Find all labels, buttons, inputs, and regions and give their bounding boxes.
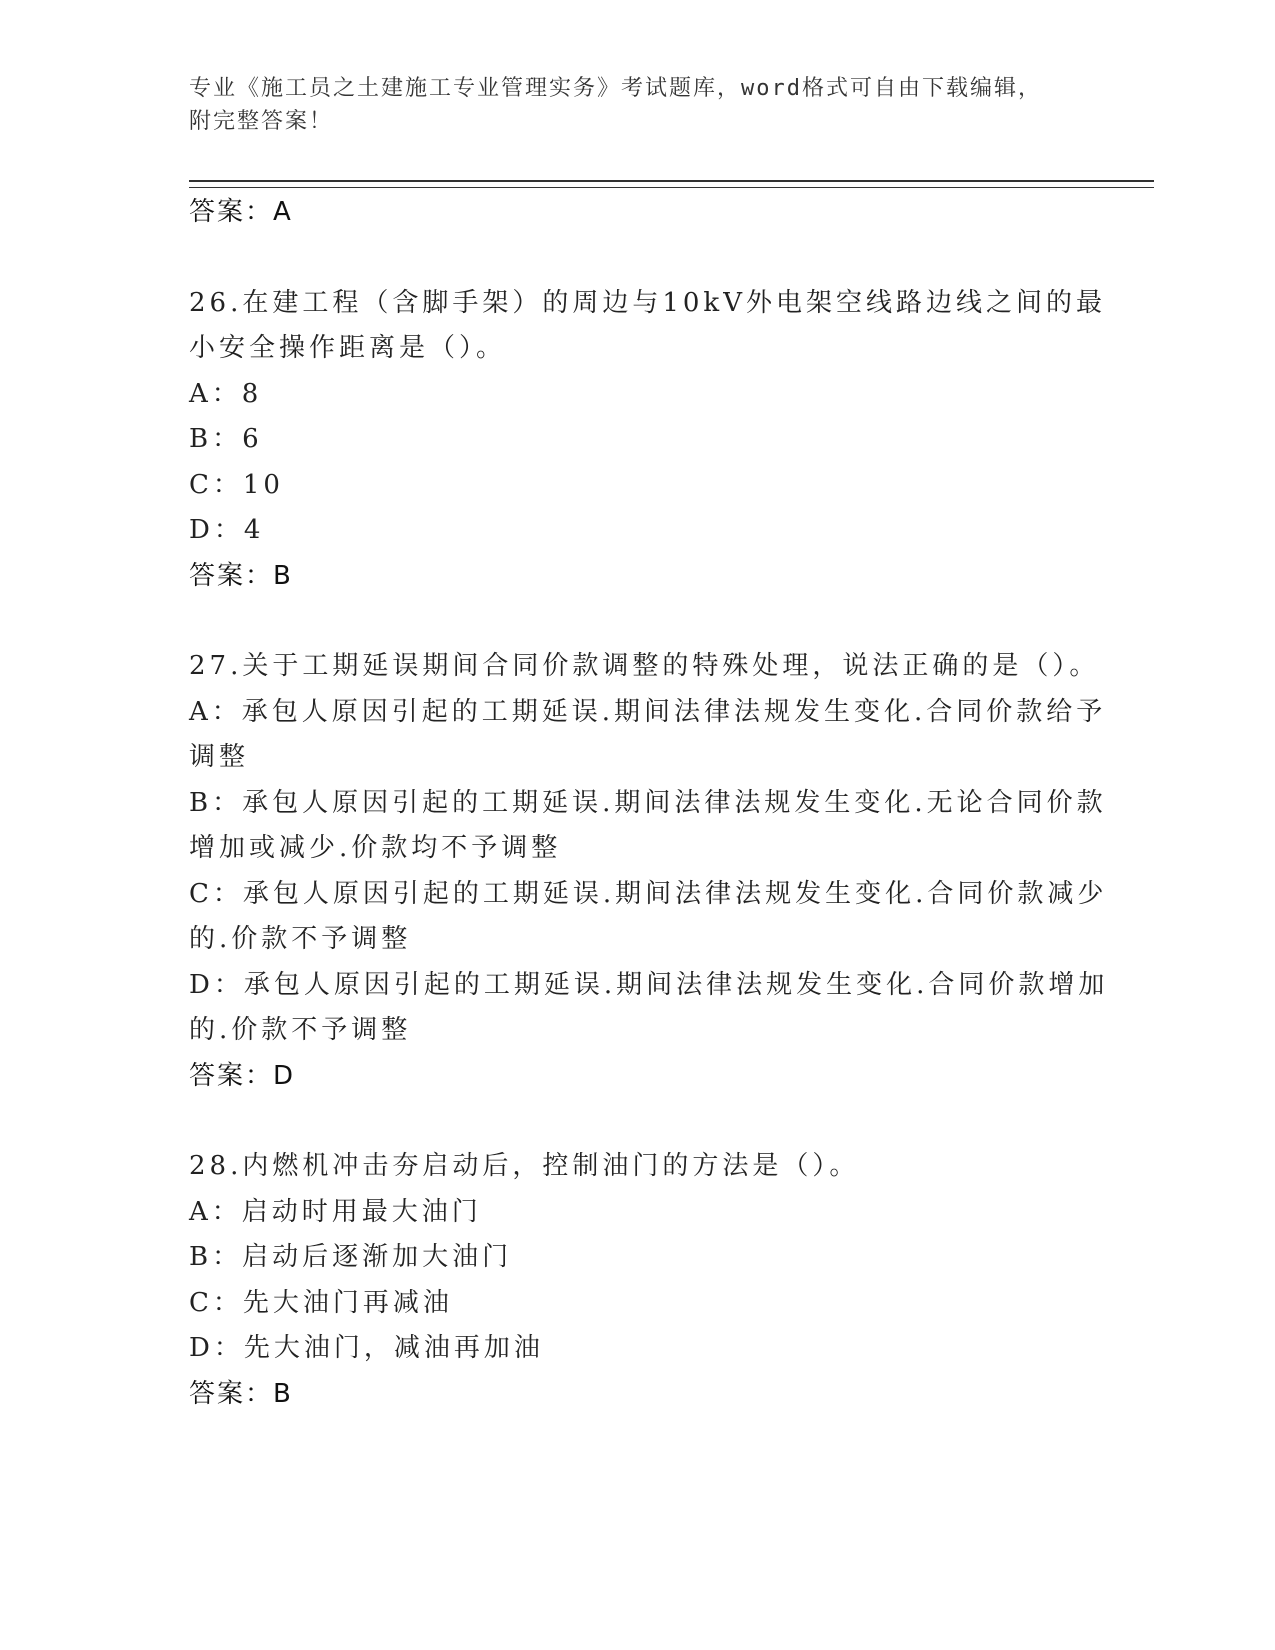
option-text-line: C：先大油门再减油: [189, 1287, 453, 1318]
answer-option: [189, 1235, 1089, 1281]
question-stem-line: 27.关于工期延误期间合同价款调整的特殊处理，说法正确的是（）。: [189, 651, 1100, 681]
answer-option: [189, 963, 1109, 1054]
answer-key: 答案：B: [189, 560, 293, 591]
question-stem-line: 26.在建工程（含脚手架）的周边与10kV外电架空线路边线之间的最: [189, 287, 1106, 318]
question-block: [189, 1144, 1089, 1417]
question-list: [189, 281, 1109, 1418]
option-text-line: D：先大油门，减油再加油: [189, 1333, 544, 1363]
option-text-line: B：承包人原因引起的工期延误.期间法律法规发生变化.无论合同价款: [189, 787, 1107, 818]
question-stem-line: 小安全操作距离是（）。: [189, 333, 507, 363]
option-text-line: 的.价款不予调整: [189, 1015, 412, 1045]
option-text-line: C：10: [189, 469, 284, 500]
answer-option: [189, 508, 1089, 554]
header-line-1: 专业《施工员之土建施工专业管理实务》考试题库，word格式可自由下载编辑，: [189, 76, 1042, 101]
question-block: [189, 644, 1109, 1099]
option-text-line: C：承包人原因引起的工期延误.期间法律法规发生变化.合同价款减少: [189, 878, 1108, 909]
answer-option: [189, 417, 1089, 463]
option-text-line: A：启动时用最大油门: [189, 1196, 482, 1227]
answer-key: 答案：B: [189, 1378, 293, 1409]
document-header: [189, 72, 1069, 138]
header-line-2: 附完整答案！: [189, 109, 334, 134]
question-block: [189, 281, 1106, 600]
answer-key: 答案：D: [189, 1060, 296, 1091]
option-text-line: D：承包人原因引起的工期延误.期间法律法规发生变化.合同价款增加: [189, 969, 1109, 1000]
answer-option: [189, 690, 1107, 781]
answer-option: [189, 372, 1089, 418]
option-text-line: A：8: [189, 378, 263, 409]
option-text-line: 调整: [189, 742, 250, 772]
document-body: [189, 190, 1109, 1417]
answer-option: [189, 872, 1108, 963]
answer-option: [189, 781, 1107, 872]
answer-option: [189, 463, 1089, 509]
header-divider: [189, 180, 1154, 188]
answer-option: [189, 1281, 1089, 1327]
option-text-line: A：承包人原因引起的工期延误.期间法律法规发生变化.合同价款给予: [189, 696, 1107, 727]
previous-answer: 答案：A: [189, 197, 293, 227]
option-text-line: D：4: [189, 515, 265, 545]
option-text-line: B：启动后逐渐加大油门: [189, 1242, 513, 1272]
option-text-line: B：6: [189, 424, 263, 454]
option-text-line: 增加或减少.价款均不予调整: [189, 833, 562, 863]
answer-option: [189, 1190, 1089, 1236]
answer-option: [189, 1326, 1089, 1372]
question-stem-line: 28.内燃机冲击夯启动后，控制油门的方法是（）。: [189, 1151, 860, 1181]
option-text-line: 的.价款不予调整: [189, 924, 412, 954]
